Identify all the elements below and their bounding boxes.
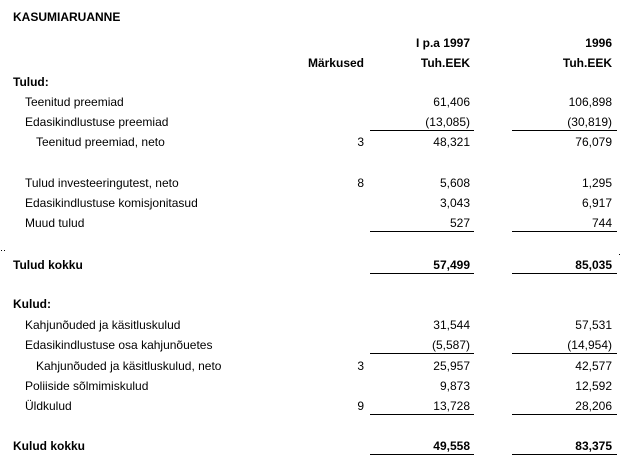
subtotal-rule bbox=[512, 353, 617, 354]
total-rule bbox=[512, 273, 617, 274]
notes-header: Märkused bbox=[307, 56, 364, 70]
income-total-label: Tulud kokku bbox=[13, 258, 83, 272]
report-title: KASUMIARUANNE bbox=[13, 10, 121, 24]
value-1996: 1,295 bbox=[581, 176, 612, 190]
value-1996: (14,954) bbox=[567, 338, 612, 352]
row-label: Edasikindlustuse osa kahjunõuetes bbox=[25, 338, 213, 352]
value-1997: 9,873 bbox=[439, 379, 470, 393]
income-total-1997: 57,499 bbox=[433, 258, 470, 272]
subtotal-rule bbox=[512, 231, 617, 232]
value-1996: 57,531 bbox=[575, 318, 612, 332]
value-1997: 61,406 bbox=[433, 95, 470, 109]
stray-dot bbox=[619, 254, 620, 255]
note-ref: 3 bbox=[357, 359, 364, 373]
value-1997: (5,587) bbox=[431, 338, 470, 352]
row-label: Teenitud preemiad, neto bbox=[36, 135, 165, 149]
value-1997: (13,085) bbox=[425, 115, 470, 129]
expenses-total-1996: 83,375 bbox=[575, 439, 612, 453]
subtotal-rule bbox=[512, 130, 617, 131]
row-label: Muud tulud bbox=[25, 216, 85, 230]
value-1997: 31,544 bbox=[433, 318, 470, 332]
income-heading: Tulud: bbox=[13, 75, 49, 89]
value-1996: (30,819) bbox=[567, 115, 612, 129]
subtotal-rule bbox=[370, 130, 474, 131]
value-1996: 6,917 bbox=[581, 196, 612, 210]
total-rule bbox=[370, 454, 474, 455]
income-total-1996: 85,035 bbox=[575, 258, 612, 272]
value-1996: 42,577 bbox=[575, 359, 612, 373]
value-1996: 76,079 bbox=[575, 135, 612, 149]
stray-dot bbox=[1, 250, 2, 251]
col1-unit-header: Tuh.EEK bbox=[420, 56, 470, 70]
subtotal-rule bbox=[370, 231, 474, 232]
value-1997: 13,728 bbox=[433, 399, 470, 413]
note-ref: 8 bbox=[357, 176, 364, 190]
col2-period-header: 1996 bbox=[585, 36, 612, 50]
subtotal-rule bbox=[512, 414, 617, 415]
row-label: Tulud investeeringutest, neto bbox=[25, 176, 179, 190]
value-1996: 12,592 bbox=[575, 379, 612, 393]
col1-period-header: I p.a 1997 bbox=[415, 36, 470, 50]
row-label: Üldkulud bbox=[25, 399, 72, 413]
expenses-heading: Kulud: bbox=[13, 297, 51, 311]
expenses-total-label: Kulud kokku bbox=[13, 439, 86, 453]
value-1997: 48,321 bbox=[433, 135, 470, 149]
expenses-total-1997: 49,558 bbox=[433, 439, 470, 453]
row-label: Kahjunõuded ja käsitluskulud bbox=[25, 318, 181, 332]
subtotal-rule bbox=[370, 414, 474, 415]
note-ref: 9 bbox=[357, 399, 364, 413]
value-1997: 527 bbox=[449, 216, 470, 230]
value-1997: 25,957 bbox=[433, 359, 470, 373]
subtotal-rule bbox=[370, 353, 474, 354]
note-ref: 3 bbox=[357, 135, 364, 149]
col2-unit-header: Tuh.EEK bbox=[562, 56, 612, 70]
value-1996: 28,206 bbox=[575, 399, 612, 413]
row-label: Kahjunõuded ja käsitluskulud, neto bbox=[36, 359, 222, 373]
row-label: Edasikindlustuse komisjonitasud bbox=[25, 196, 198, 210]
total-rule bbox=[370, 273, 474, 274]
value-1997: 5,608 bbox=[439, 176, 470, 190]
stray-dot bbox=[4, 250, 5, 251]
value-1996: 744 bbox=[591, 216, 612, 230]
value-1996: 106,898 bbox=[568, 95, 612, 109]
row-label: Edasikindlustuse preemiad bbox=[25, 115, 169, 129]
value-1997: 3,043 bbox=[439, 196, 470, 210]
total-rule bbox=[512, 454, 617, 455]
row-label: Teenitud preemiad bbox=[25, 95, 124, 109]
row-label: Poliiside sõlmimiskulud bbox=[25, 379, 149, 393]
